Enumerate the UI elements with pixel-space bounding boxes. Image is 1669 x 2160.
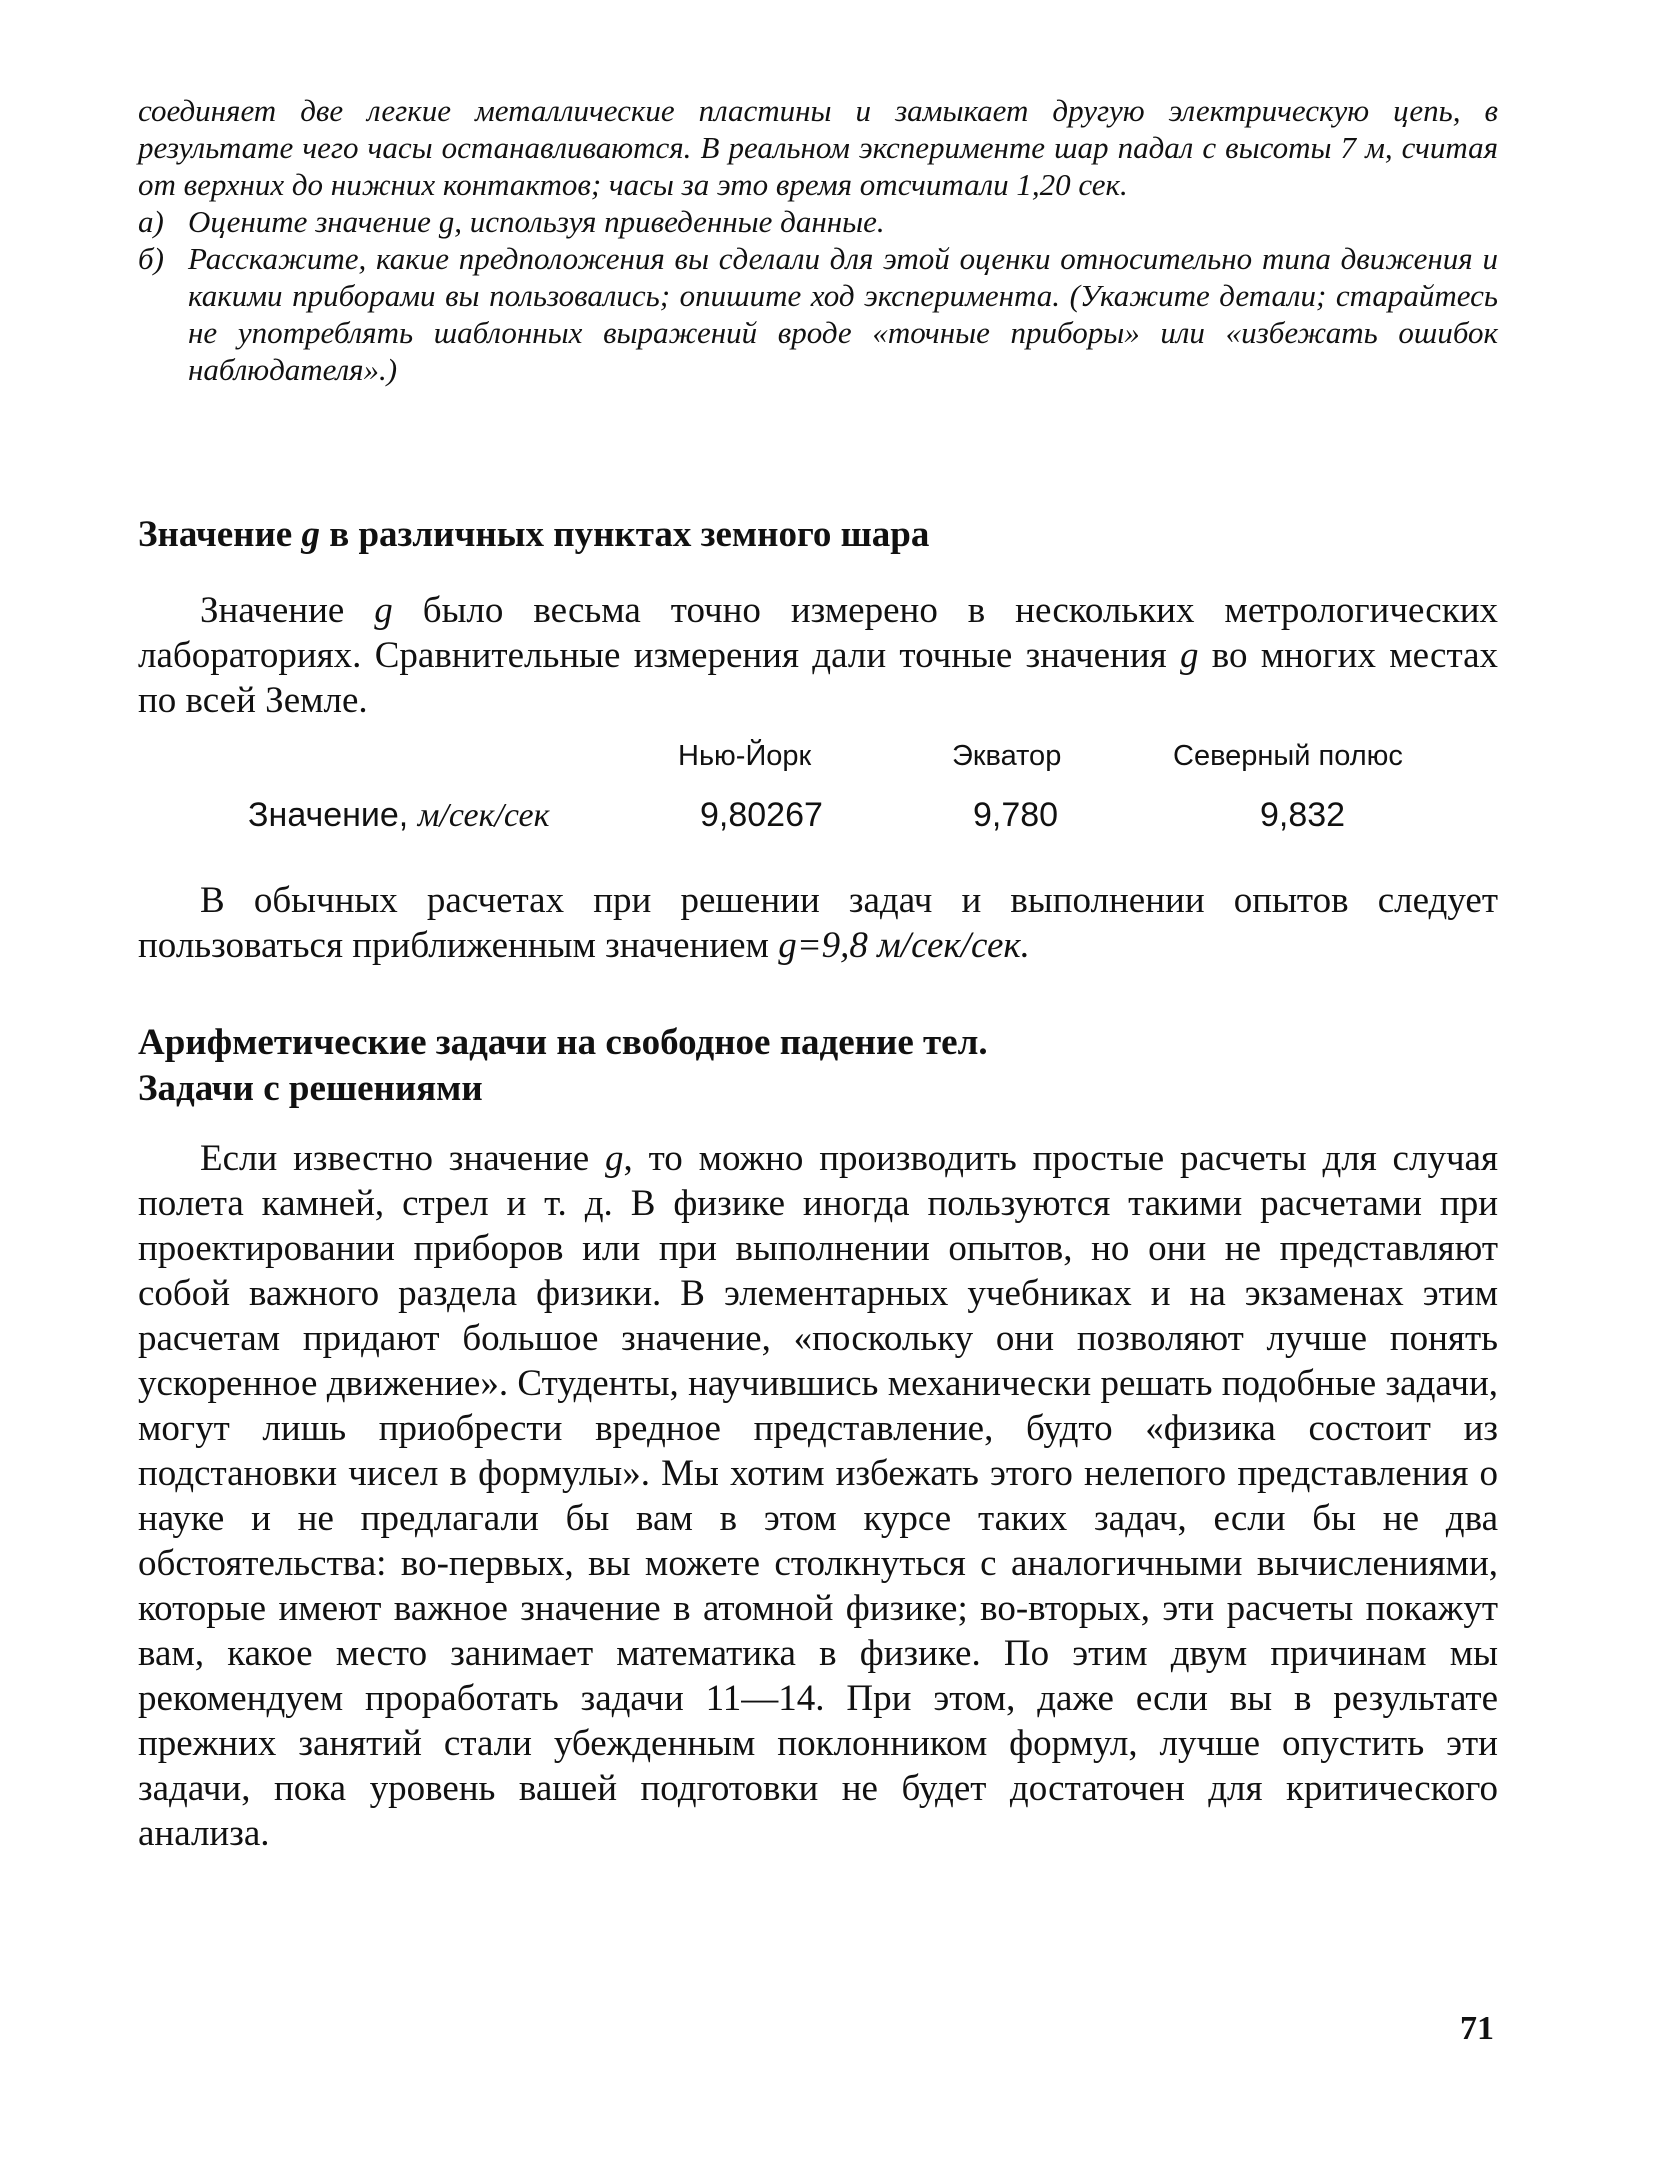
heading-line-1: Арифметические задачи на свободное падение тел. bbox=[138, 1022, 988, 1063]
paragraph-g-measurements bbox=[138, 588, 1498, 723]
para3-part-b: , то можно производить простые расчеты для случая полета камней, стрел и т. д. В физике иногда пользуются такими расчетами при проектировании приборов или при выполнении опытов, но они не представляют собой важного раздела физики. В элементарных учебниках и на экзаменах этим расчетам придают большое значение, «поскольку они позволяют лучше понять ускоренное движение». Студенты, научившись механически решать подобные задачи, могут лишь приобрести вредное представление, будто «физика состоит из подстановки чисел в формулы». Мы хотим избежать этого нелепого представления о науке и не предлагали бы вам в этом курсе таких задач, если бы не два обстоятельства: во-первых, вы можете столкнуться с аналогичными вычислениями, которые имеют важное значение в атомной физике; во-вторых, эти расчеты покажут вам, какое место занимает математика в физике. По этим двум причинам мы рекомендуем проработать задачи 11—14. При этом, даже если вы в результате прежних занятий стали убежденным поклонником формул, лучше опустить эти задачи, пока уровень вашей подготовки не будет достаточен для критического анализа. bbox=[138, 1138, 1498, 1854]
g-values-table bbox=[138, 740, 1498, 850]
para2-text: В обычных расчетах при решении задач и выполнении опытов следует пользоваться приближенным значением bbox=[138, 880, 1498, 966]
row-label-unit: м/сек/сек bbox=[417, 797, 550, 834]
exercise-text: соединяет две легкие металлические пластины и замыкает другую электрическую цепь, в результате чего часы останавливаются. В реальном эксперименте шар падал с высоты 7 м, считая от верхних до нижних контактов; часы за это время отсчитали 1,20 сек. bbox=[138, 93, 1498, 202]
exercise-item-b bbox=[138, 240, 1498, 388]
para1-part-b: было весьма точно измерено в нескольких метрологических лабораториях. Сравнительные измерения дали точные значения bbox=[138, 590, 1498, 676]
para2-formula: g=9,8 м/сек/сек. bbox=[778, 925, 1030, 966]
heading-symbol-g: g bbox=[301, 514, 320, 555]
table-value-new-york: 9,80267 bbox=[700, 796, 823, 834]
table-header-new-york: Нью-Йорк bbox=[678, 740, 812, 772]
paragraph-approx-value bbox=[138, 878, 1498, 968]
para1-part-c: во многих местах по всей Земле. bbox=[138, 635, 1498, 721]
exercise-item-a bbox=[138, 203, 1498, 240]
exercise-continuation bbox=[138, 92, 1498, 388]
item-b-marker: б) bbox=[138, 241, 164, 276]
para1-symbol-g: g bbox=[374, 590, 393, 631]
heading-text-end: в различных пунктах земного шара bbox=[319, 514, 930, 555]
table-header-equator: Экватор bbox=[952, 740, 1062, 772]
table-value-equator: 9,780 bbox=[973, 796, 1059, 834]
table-header-north-pole: Северный полюс bbox=[1173, 740, 1403, 772]
table-row-label bbox=[248, 796, 550, 835]
row-label-text: Значение, bbox=[248, 796, 409, 834]
section-heading-arithmetic bbox=[138, 1020, 1498, 1112]
section-heading-g-values bbox=[138, 512, 1498, 558]
heading-line-2: Задачи с решениями bbox=[138, 1068, 483, 1109]
item-a-text: Оцените значение g, используя приведенные данные. bbox=[188, 204, 885, 239]
item-b-text: Расскажите, какие предположения вы сделали для этой оценки относительно типа движения и какими приборами вы пользовались; опишите ход эксперимента. (Укажите детали; старайтесь не употреблять шаблонных выражений вроде «точные приборы» или «избежать ошибок наблюдателя».) bbox=[188, 241, 1498, 387]
paragraph-arithmetic-problems bbox=[138, 1136, 1498, 1856]
para1-part-a: Значение bbox=[200, 590, 375, 631]
para3-symbol-g: g bbox=[605, 1138, 624, 1179]
table-value-north-pole: 9,832 bbox=[1260, 796, 1346, 834]
para3-part-a: Если известно значение bbox=[200, 1138, 606, 1179]
heading-text-start: Значение bbox=[138, 514, 302, 555]
page-number: 71 bbox=[1460, 2010, 1494, 2047]
item-a-marker: а) bbox=[138, 204, 164, 239]
para1-symbol-g-2: g bbox=[1179, 635, 1199, 676]
